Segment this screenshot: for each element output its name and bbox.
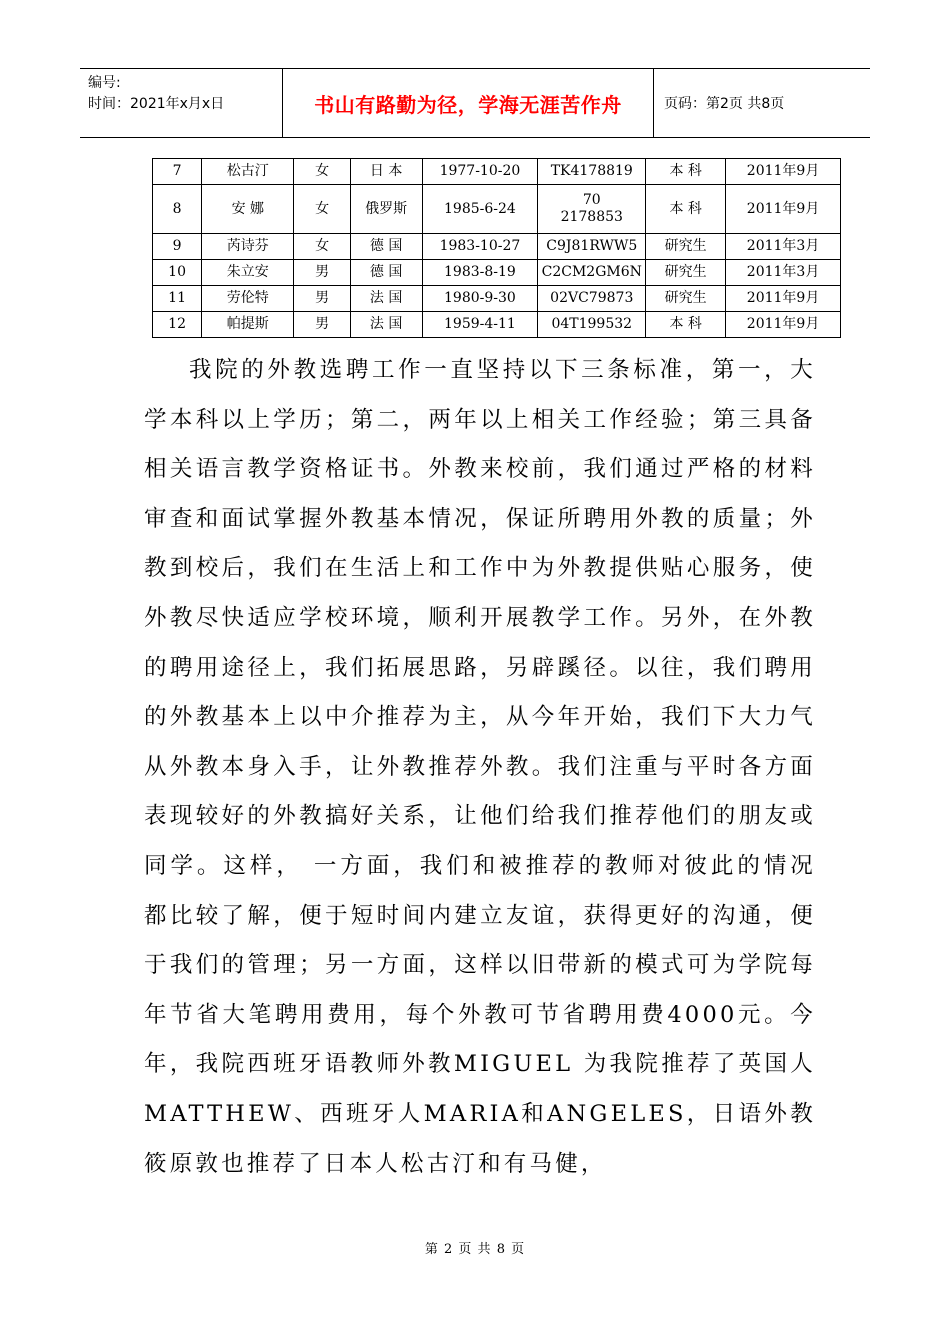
start-date-cell: 2011年9月 [726, 286, 841, 312]
row-number-cell: 7 [153, 159, 202, 185]
gender-cell: 男 [294, 260, 350, 286]
degree-cell: 研究生 [646, 286, 726, 312]
passport-number-cell: TK4178819 [538, 159, 646, 185]
teacher-name-cell: 安 娜 [202, 185, 294, 234]
degree-cell: 本 科 [646, 312, 726, 338]
start-date-cell: 2011年3月 [726, 260, 841, 286]
start-date-cell: 2011年9月 [726, 185, 841, 234]
teacher-name-cell: 朱立安 [202, 260, 294, 286]
degree-cell: 研究生 [646, 260, 726, 286]
gender-cell: 女 [294, 185, 350, 234]
country-cell: 日 本 [350, 159, 422, 185]
birth-date-cell: 1977-10-20 [422, 159, 538, 185]
header-motto: 书山有路勤为径，学海无涯苦作舟 [314, 92, 622, 117]
gender-cell: 女 [294, 159, 350, 185]
row-number-cell: 9 [153, 234, 202, 260]
birth-date-cell: 1985-6-24 [422, 185, 538, 234]
teacher-name-cell: 松古汀 [202, 159, 294, 185]
passport-number-cell: 70 2178853 [538, 185, 646, 234]
body-paragraph: 我院的外教选聘工作一直坚持以下三条标准，第一，大学本科以上学历；第二，两年以上相关工作经验；第三具备相关语言教学资格证书。外教来校前，我们通过严格的材料审查和面试掌握外教基本情况，保证所聘用外教的质量；外教到校后，我们在生活上和工作中为外教提供贴心服务，使外教尽快适应学校环境，顺利开展教学工作。另外，在外教的聘用途径上，我们拓展思路，另辟蹊径。以往，我们聘用的外教基本上以中介推荐为主，从今年开始，我们下大力气从外教本身入手，让外教推荐外教。我们注重与平时各方面表现较好的外教搞好关系，让他们给我们推荐他们的朋友或同学。这样， 一方面，我们和被推荐的教师对彼此的情况都比较了解，便于短时间内建立友谊，获得更好的沟通，便于我们的管理；另一方面，这样以旧带新的模式可为学院每年节省大笔聘用费用，每个外教可节省聘用费4000元。今年，我院西班牙语教师外教MIGUEL 为我院推荐了英国人MATTHEW、西班牙人MARIA和ANGELES，日语外教筱原敦也推荐了日本人松古汀和有马健， [144, 357, 816, 1177]
teacher-name-cell: 帕提斯 [202, 312, 294, 338]
start-date-cell: 2011年9月 [726, 159, 841, 185]
start-date-cell: 2011年3月 [726, 234, 841, 260]
table-row [153, 260, 841, 286]
passport-number-cell: C9J81RWW5 [538, 234, 646, 260]
degree-cell: 本 科 [646, 185, 726, 234]
row-number-cell: 8 [153, 185, 202, 234]
table-row [153, 234, 841, 260]
passport-number-cell: 04T199532 [538, 312, 646, 338]
teacher-table [152, 158, 841, 338]
country-cell: 法 国 [350, 286, 422, 312]
gender-cell: 男 [294, 312, 350, 338]
birth-date-cell: 1959-4-11 [422, 312, 538, 338]
country-cell: 德 国 [350, 260, 422, 286]
birth-date-cell: 1983-8-19 [422, 260, 538, 286]
row-number-cell: 10 [153, 260, 202, 286]
passport-number-cell: C2CM2GM6N [538, 260, 646, 286]
start-date-cell: 2011年9月 [726, 312, 841, 338]
birth-date-cell: 1983-10-27 [422, 234, 538, 260]
header-motto-cell [283, 69, 654, 137]
teacher-name-cell: 劳伦特 [202, 286, 294, 312]
page-footer: 第 2 页 共 8 页 [424, 1242, 526, 1257]
row-number-cell: 11 [153, 286, 202, 312]
table-row [153, 159, 841, 185]
birth-date-cell: 1980-9-30 [422, 286, 538, 312]
passport-number-cell: 02VC79873 [538, 286, 646, 312]
time-label: 时间：2021年x月x日 [88, 96, 225, 112]
teacher-name-cell: 芮诗芬 [202, 234, 294, 260]
table-row [153, 312, 841, 338]
country-cell: 俄罗斯 [350, 185, 422, 234]
gender-cell: 女 [294, 234, 350, 260]
table-row [153, 185, 841, 234]
number-label: 编号: [88, 75, 121, 91]
degree-cell: 本 科 [646, 159, 726, 185]
table-row [153, 286, 841, 312]
degree-cell: 研究生 [646, 234, 726, 260]
country-cell: 法 国 [350, 312, 422, 338]
row-number-cell: 12 [153, 312, 202, 338]
gender-cell: 男 [294, 286, 350, 312]
page-header [80, 68, 870, 138]
teacher-table-body [153, 159, 841, 338]
header-meta [80, 69, 283, 137]
header-page-info: 页码：第2页 共8页 [664, 96, 785, 112]
country-cell: 德 国 [350, 234, 422, 260]
